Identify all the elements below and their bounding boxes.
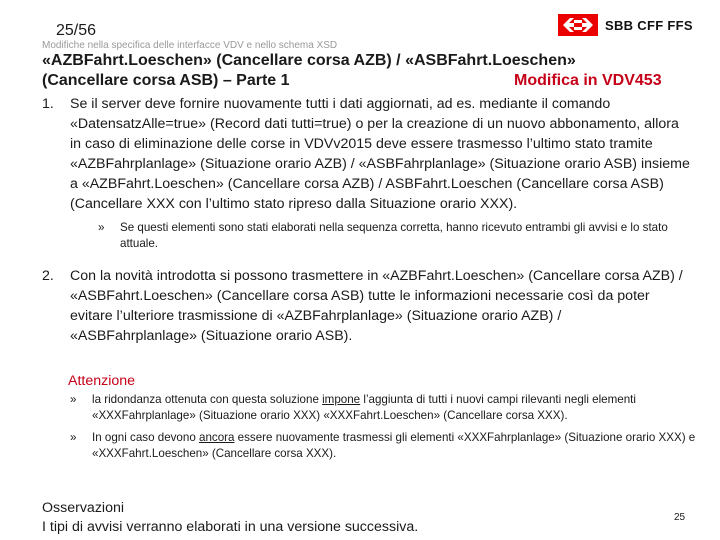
observations-text: I tipi di avvisi verranno elaborati in una versione successiva.: [42, 519, 419, 535]
list-item: [42, 266, 692, 346]
bullet-marker: »: [70, 393, 77, 406]
attention-text-pre: la ridondanza ottenuta con questa soluzione: [92, 393, 323, 406]
item-text: Con la novità introdotta si possono trasmettere in «AZBFahrt.Loeschen» (Cancellare corsa AZB) / «ASBFahrt.Loeschen» (Cancellare corsa ASB) tutte le informazioni necessarie così da poter evitare l’ulteriore trasmissione di «AZBFahrplanlage» (Situazione orario AZB) / «ASBFahrplanlage» (Situazione orario ASB).: [70, 268, 683, 344]
bullet-marker: »: [70, 431, 77, 444]
item-text: Se il server deve fornire nuovamente tutti i dati aggiornati, ad es. mediante il comando «DatensatzAlle=true» (Record dati tutti=true) o per la creazione di un nuovo abbonamento, allora in caso di eliminazione delle corse in VDVv2015 deve essere trasmesso l’ultimo stato tramite «AZBFahrplanlage» (Situazione orario AZB) / «ASBFahrplanlage» (Situazione orario ASB) insieme a «AZBFahrt.Loeschen» (Cancellare corsa AZB) / ASBFahrt.Loeschen (Cancellare corsa ASB) (Cancellare XXX con l’ultimo stato ripreso dalla Situazione orario XXX).: [70, 96, 690, 212]
attention-heading: Attenzione: [68, 373, 136, 389]
attention-bullet: [42, 430, 702, 461]
attention-text-post: l’aggiunta di tutti i nuovi campi rilevanti negli elementi «XXXFahrplanlage» (Situazione orario XXX) «XXXFahrt.Loeschen» (Cancellare corsa XXX).: [92, 393, 636, 422]
page-counter: 25/56: [56, 22, 97, 39]
underlined-word: ancora: [199, 431, 235, 444]
bullet-marker: »: [98, 221, 105, 234]
page-number: 25: [674, 512, 686, 523]
numbered-list: [42, 94, 692, 346]
sub-bullet-text: Se questi elementi sono stati elaborati nella sequenza corretta, hanno ricevuto entrambi gli avvisi e lo stato attuale.: [120, 221, 668, 250]
list-item: [42, 94, 692, 251]
slide-title-line-2: (Cancellare corsa ASB) – Parte 1: [42, 72, 290, 89]
attention-bullet: [42, 392, 702, 423]
item-number: 1.: [42, 96, 54, 112]
underlined-word: impone: [322, 393, 361, 406]
change-badge: Modifica in VDV453: [514, 72, 662, 89]
attention-list: [42, 392, 702, 468]
slide-subtitle: Modifiche nella specifica delle interfacce VDV e nello schema XSD: [42, 40, 338, 51]
observations-heading: Osservazioni: [42, 500, 125, 516]
logo-text: SBB CFF FFS: [605, 17, 693, 33]
sbb-arrows-icon: [558, 14, 598, 36]
slide-title-line-1: «AZBFahrt.Loeschen» (Cancellare corsa AZB) / «ASBFahrt.Loeschen»: [42, 52, 576, 69]
sbb-logo: [558, 14, 700, 36]
attention-text-post: essere nuovamente trasmessi gli elementi «XXXFahrplanlage» (Situazione orario XXX) e «XXXFahrt.Loeschen» (Cancellare corsa XXX).: [92, 431, 696, 460]
sub-bullet: [70, 220, 692, 251]
item-number: 2.: [42, 268, 54, 284]
attention-text-pre: In ogni caso devono: [92, 431, 199, 444]
